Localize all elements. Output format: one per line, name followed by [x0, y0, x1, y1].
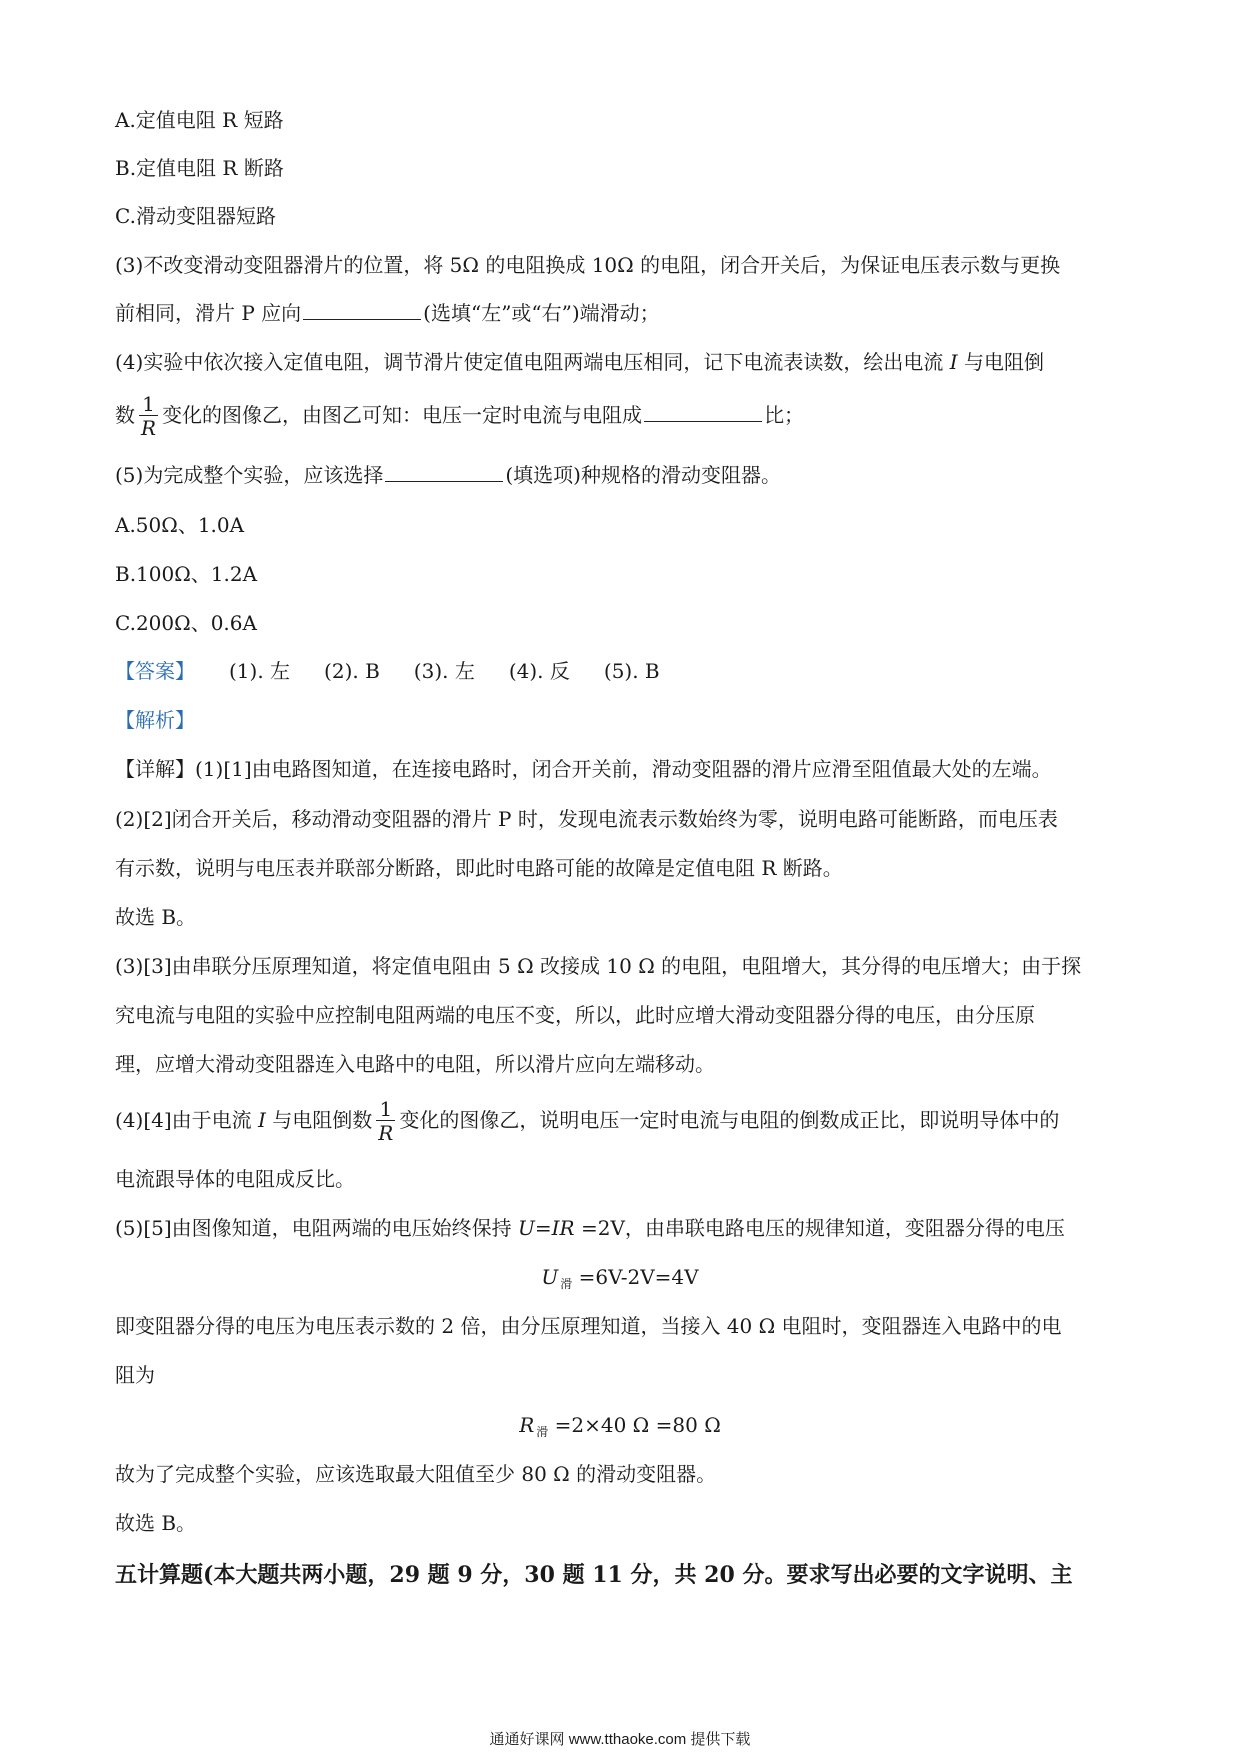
section-heading: 五计算题(本大题共两小题，29 题 9 分，30 题 11 分，共 20 分。要求写出必要的文字说明、主: [115, 1562, 1073, 1588]
q5-text-pre: (5)为完成整个实验，应该选择: [115, 463, 384, 487]
answer-blank: [385, 461, 503, 482]
q5-option-c: C.200Ω、0.6A: [115, 611, 257, 635]
p5-text-post: =2V，由串联电路电压的规律知道，变阻器分得的电压: [574, 1216, 1065, 1240]
detail-p2-line-3: 故选 B。: [115, 905, 197, 929]
question-3-line-1: (3)不改变滑动变阻器滑片的位置，将 5Ω 的电阻换成 10Ω 的电阻，闭合开关后，为保证电压表示数与更换: [115, 253, 1061, 277]
fraction-1-over-r: [376, 1098, 395, 1145]
q5-option-a: A.50Ω、1.0A: [115, 513, 245, 537]
detail-p3-line-3: 理，应增大滑动变阻器连入电路中的电阻，所以滑片应向左端移动。: [115, 1052, 715, 1076]
q4-text-pre: (4)实验中依次接入定值电阻，调节滑片使定值电阻两端电压相同，记下电流表读数，绘出电流: [115, 350, 950, 374]
analysis-label: 【解析】: [115, 708, 195, 732]
detail-p5-line-5: 故选 B。: [115, 1511, 197, 1535]
detail-p4-line-2: 电流跟导体的电阻成反比。: [115, 1167, 355, 1191]
question-4-line-1: [115, 347, 1044, 377]
q4-text-post2: 比；: [764, 403, 805, 427]
detail-p1-text: (1)[1]由电路图知道，在连接电路时，闭合开关前，滑动变阻器的滑片应滑至阻值最大处的左端。: [195, 757, 1052, 781]
detail-p2-line-2: 有示数，说明与电压表并联部分断路，即此时电路可能的故障是定值电阻 R 断路。: [115, 856, 843, 880]
option-c: C.滑动变阻器短路: [115, 204, 276, 228]
q3-text-post: (选填“左”或“右”)端滑动；: [423, 301, 660, 325]
p4-variable: I: [258, 1108, 266, 1132]
detail-p4-line-1: [115, 1095, 1059, 1145]
detail-p5-line-3: 阻为: [115, 1363, 155, 1387]
fraction-1-over-r: [139, 393, 158, 440]
question-4-line-2: [115, 390, 804, 440]
question-3-line-2: [115, 298, 660, 328]
fraction-denominator: R: [141, 416, 157, 440]
detail-p1: [115, 754, 1052, 784]
q3-text-pre: 前相同，滑片 P 应向: [115, 301, 302, 325]
p4-text-mid: 与电阻倒数: [265, 1108, 373, 1132]
p4-text-pre: (4)[4]由于电流: [115, 1108, 259, 1132]
q4-text-post: 与电阻倒: [957, 350, 1044, 374]
eq2-variable: R: [519, 1413, 535, 1437]
fraction-numerator: 1: [379, 1097, 393, 1121]
option-b: B.定值电阻 R 断路: [115, 156, 284, 180]
answer-blank: [644, 401, 762, 422]
option-a: A.定值电阻 R 短路: [115, 108, 284, 132]
answer-row: [115, 656, 694, 686]
detail-p2-line-1: (2)[2]闭合开关后，移动滑动变阻器的滑片 P 时，发现电流表示数始终为零，说明电路可能断路，而电压表: [115, 807, 1058, 831]
p5-equation: U=IR: [518, 1216, 575, 1240]
eq2-subscript: 滑: [536, 1425, 549, 1439]
answer-item: (1). 左: [229, 659, 291, 683]
q5-text-post: (填选项)种规格的滑动变阻器。: [505, 463, 781, 487]
eq1-subscript: 滑: [560, 1277, 573, 1291]
equation-u-slider: [0, 1262, 1240, 1299]
eq1-variable: U: [541, 1265, 559, 1289]
detail-p5-line-4: 故为了完成整个实验，应该选取最大阻值至少 80 Ω 的滑动变阻器。: [115, 1462, 717, 1486]
fraction-denominator: R: [378, 1121, 394, 1145]
answer-item: (4). 反: [508, 659, 570, 683]
detail-p3-line-1: (3)[3]由串联分压原理知道，将定值电阻由 5 Ω 改接成 10 Ω 的电阻，电阻增大，其分得的电压增大；由于探: [115, 954, 1082, 978]
equation-r-slider: [0, 1410, 1240, 1447]
question-5: [115, 460, 781, 490]
fraction-numerator: 1: [142, 392, 155, 416]
p5-text-pre: (5)[5]由图像知道，电阻两端的电压始终保持: [115, 1216, 519, 1240]
detail-p5-line-1: [115, 1213, 1065, 1243]
q4-text-mid: 变化的图像乙，由图乙可知：电压一定时电流与电阻成: [162, 403, 643, 427]
detail-p5-line-2: 即变阻器分得的电压为电压表示数的 2 倍，由分压原理知道，当接入 40 Ω 电阻时，变阻器连入电路中的电: [115, 1314, 1062, 1338]
answer-item: (3). 左: [413, 659, 475, 683]
q4-text-pre2: 数: [115, 403, 135, 427]
eq2-rest: =2×40 Ω =80 Ω: [548, 1413, 721, 1437]
answer-label: 【答案】: [115, 659, 195, 683]
eq1-rest: =6V-2V=4V: [572, 1265, 699, 1289]
answer-item: (2). B: [324, 659, 380, 683]
q5-option-b: B.100Ω、1.2A: [115, 562, 258, 586]
p4-text-post: 变化的图像乙，说明电压一定时电流与电阻的倒数成正比，即说明导体中的: [399, 1108, 1060, 1132]
page-footer: 通通好课网 www.tthaoke.com 提供下载: [489, 1731, 751, 1748]
answer-blank: [303, 299, 421, 320]
detail-p3-line-2: 究电流与电阻的实验中应控制电阻两端的电压不变，所以，此时应增大滑动变阻器分得的电压，由分压原: [115, 1003, 1035, 1027]
q4-variable: I: [949, 350, 958, 374]
detail-label: 【详解】: [115, 757, 195, 781]
answer-item: (5). B: [603, 659, 660, 683]
